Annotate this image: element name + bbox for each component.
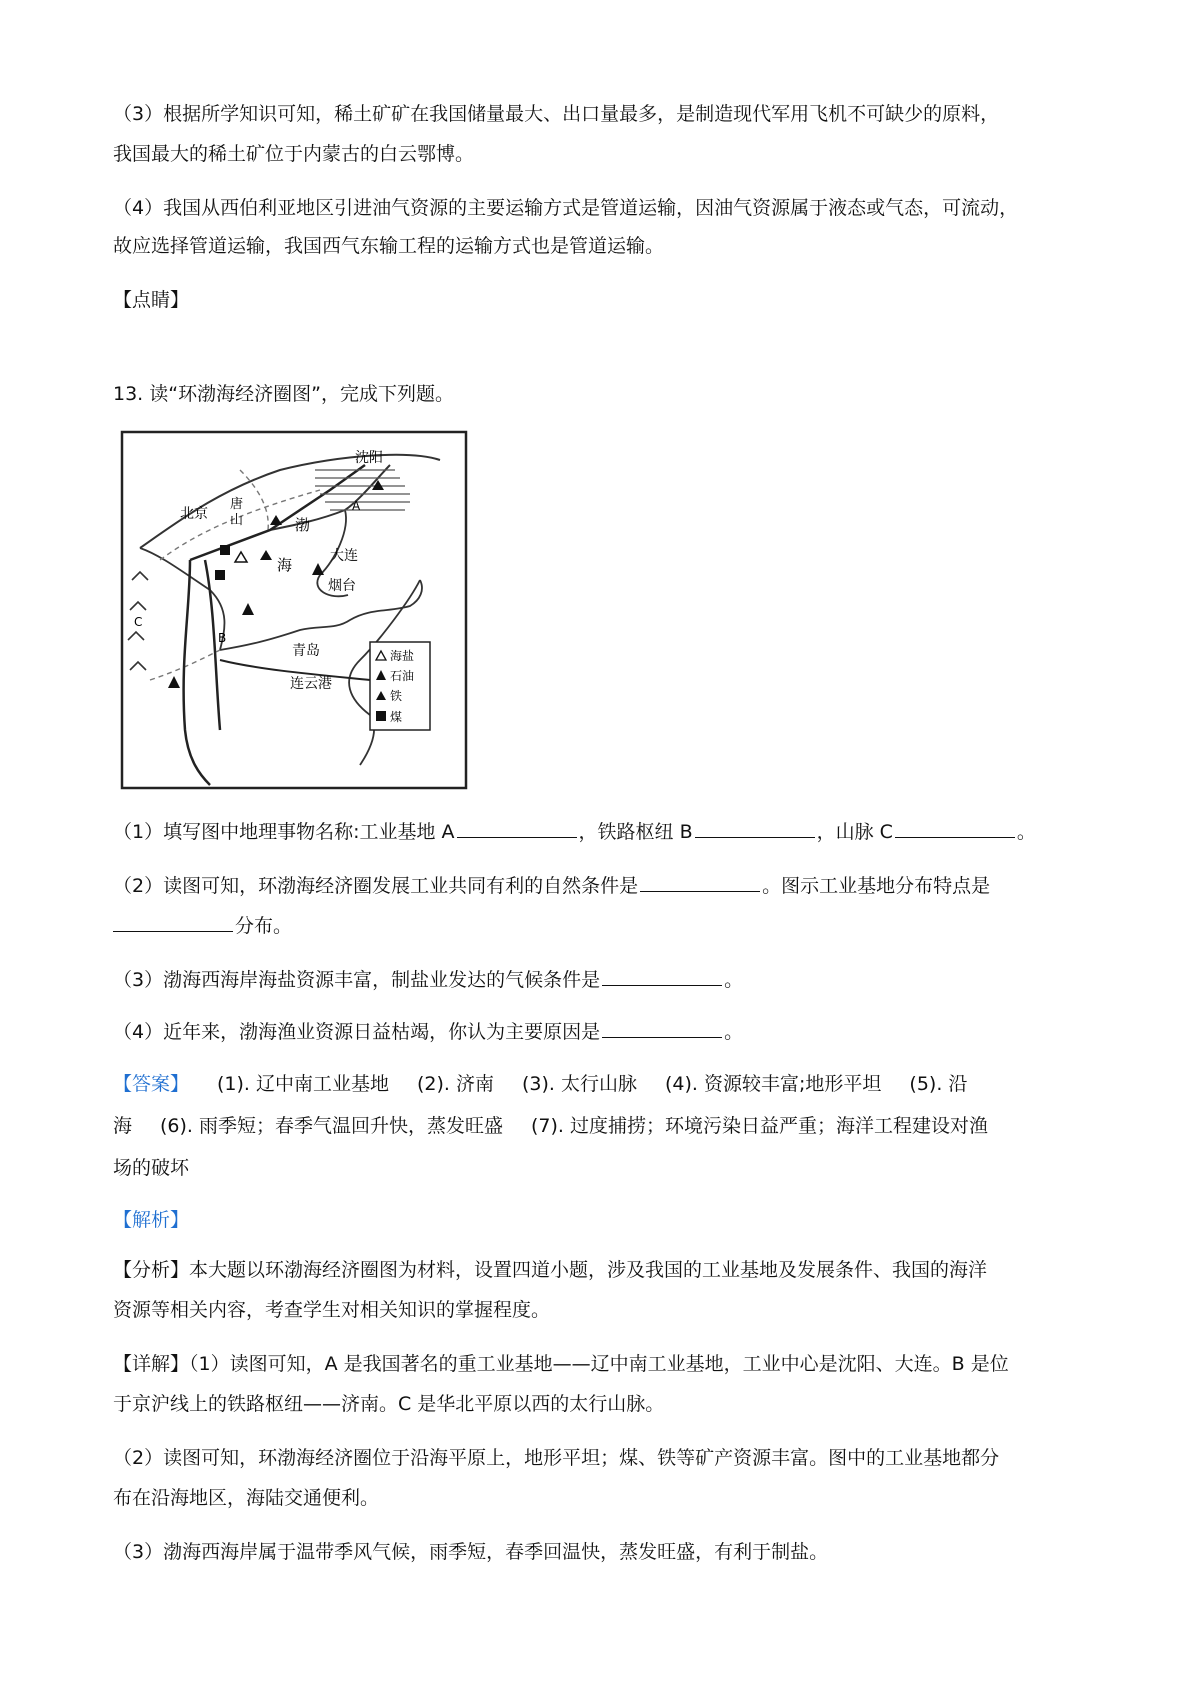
question-2-text-b: 。图示工业基地分布特点是 <box>762 875 991 897</box>
question-3 <box>113 966 1120 994</box>
answer-7: (7). 过度捕捞；环境污染日益严重；海洋工程建设对渔 <box>531 1115 989 1137</box>
answer-1: (1). 辽中南工业基地 <box>217 1073 390 1095</box>
label-beijing: 北京 <box>180 506 208 522</box>
label-bo: 渤 <box>295 516 311 534</box>
paragraph-4-line-1: （4）我国从西伯利亚地区引进油气资源的主要运输方式是管道运输，因油气资源属于液态或气态，可流动， <box>113 197 1019 219</box>
coal-marker <box>215 570 225 580</box>
coal-marker <box>220 545 230 555</box>
label-qingdao: 青岛 <box>292 643 320 659</box>
legend-coal: 煤 <box>390 710 403 724</box>
paragraph-3-line-2: 我国最大的稀土矿位于内蒙古的白云鄂博。 <box>113 143 475 165</box>
question-1-end: 。 <box>1016 821 1036 843</box>
legend-oil: 石油 <box>390 669 415 683</box>
question-1-text-c: ，山脉 C <box>816 821 893 843</box>
fenxi-line-1: 【分析】本大题以环渤海经济圈图为材料，设置四道小题，涉及我国的工业基地及发展条件、我国的海洋 <box>113 1259 988 1281</box>
question-3-end: 。 <box>724 969 744 991</box>
answer-label: 【答案】 <box>113 1073 190 1095</box>
fenxi-line-2: 资源等相关内容，考查学生对相关知识的掌握程度。 <box>113 1299 551 1321</box>
xiangjie-line-1: 【详解】（1）读图可知，A 是我国著名的重工业基地——辽中南工业基地，工业中心是沈阳、大连。B 是位 <box>113 1353 1009 1375</box>
question-2-line-1 <box>113 872 1120 900</box>
legend-iron: 铁 <box>390 689 403 703</box>
label-shenyang: 沈阳 <box>355 450 383 466</box>
label-tangshan-1: 唐 <box>230 497 244 512</box>
label-a: A <box>352 499 361 513</box>
detail-2-line-1: （2）读图可知，环渤海经济圈位于沿海平原上，地形平坦；煤、铁等矿产资源丰富。图中的工业基地都分 <box>113 1447 1000 1469</box>
question-1-text-b: ，铁路枢纽 B <box>578 821 693 843</box>
label-dalian: 大连 <box>330 548 358 564</box>
answer-line-1 <box>113 1070 1120 1098</box>
question-3-text: （3）渤海西海岸海盐资源丰富，制盐业发达的气候条件是 <box>113 969 601 991</box>
question-1-text: （1）填写图中地理事物名称:工业基地 A <box>113 821 455 843</box>
label-hai: 海 <box>277 556 293 574</box>
xiangjie-line-2: 于京沪线上的铁路枢纽——济南。C 是华北平原以西的太行山脉。 <box>113 1393 665 1415</box>
answer-blank[interactable] <box>895 819 1015 838</box>
question-1 <box>113 818 1120 846</box>
answer-blank[interactable] <box>602 1019 722 1038</box>
label-c: C <box>134 615 143 629</box>
label-lianyungang: 连云港 <box>290 676 332 692</box>
answer-line-3: 场的破坏 <box>113 1157 190 1179</box>
label-tangshan-2: 山 <box>230 513 244 528</box>
answer-6: (6). 雨季短；春季气温回升快，蒸发旺盛 <box>160 1115 504 1137</box>
answer-5-cont: 海 <box>113 1115 133 1137</box>
legend-salt: 海盐 <box>390 649 415 663</box>
label-yantai: 烟台 <box>328 578 356 594</box>
dianjing-heading: 【点睛】 <box>113 289 190 311</box>
paragraph-4-line-2: 故应选择管道运输，我国西气东输工程的运输方式也是管道运输。 <box>113 235 665 257</box>
answer-blank[interactable] <box>602 967 722 986</box>
question-13-title: 13. 读“环渤海经济圈图”，完成下列题。 <box>113 383 454 405</box>
detail-2-line-2: 布在沿海地区，海陆交通便利。 <box>113 1487 380 1509</box>
question-4 <box>113 1018 1120 1046</box>
question-4-end: 。 <box>724 1021 744 1043</box>
answer-2: (2). 济南 <box>417 1073 495 1095</box>
jiexi-heading: 【解析】 <box>113 1209 190 1231</box>
question-2-end: 分布。 <box>235 915 293 937</box>
answer-line-2 <box>113 1112 1120 1140</box>
bohai-economic-circle-map <box>120 430 468 790</box>
label-b: B <box>218 631 227 645</box>
detail-3-line: （3）渤海西海岸属于温带季风气候，雨季短，春季回温快，蒸发旺盛，有利于制盐。 <box>113 1541 829 1563</box>
answer-blank[interactable] <box>695 819 815 838</box>
answer-blank[interactable] <box>113 913 233 932</box>
answer-3: (3). 太行山脉 <box>522 1073 638 1095</box>
answer-5: (5). 沿 <box>909 1073 968 1095</box>
paragraph-3-line-1: （3）根据所学知识可知，稀土矿矿在我国储量最大、出口量最多，是制造现代军用飞机不可缺少的原料， <box>113 103 1000 125</box>
question-2-line-2 <box>113 912 1120 940</box>
answer-blank[interactable] <box>640 873 760 892</box>
question-2-text: （2）读图可知，环渤海经济圈发展工业共同有利的自然条件是 <box>113 875 639 897</box>
question-4-text: （4）近年来，渤海渔业资源日益枯竭，你认为主要原因是 <box>113 1021 601 1043</box>
answer-blank[interactable] <box>457 819 577 838</box>
answer-4: (4). 资源较丰富;地形平坦 <box>665 1073 882 1095</box>
